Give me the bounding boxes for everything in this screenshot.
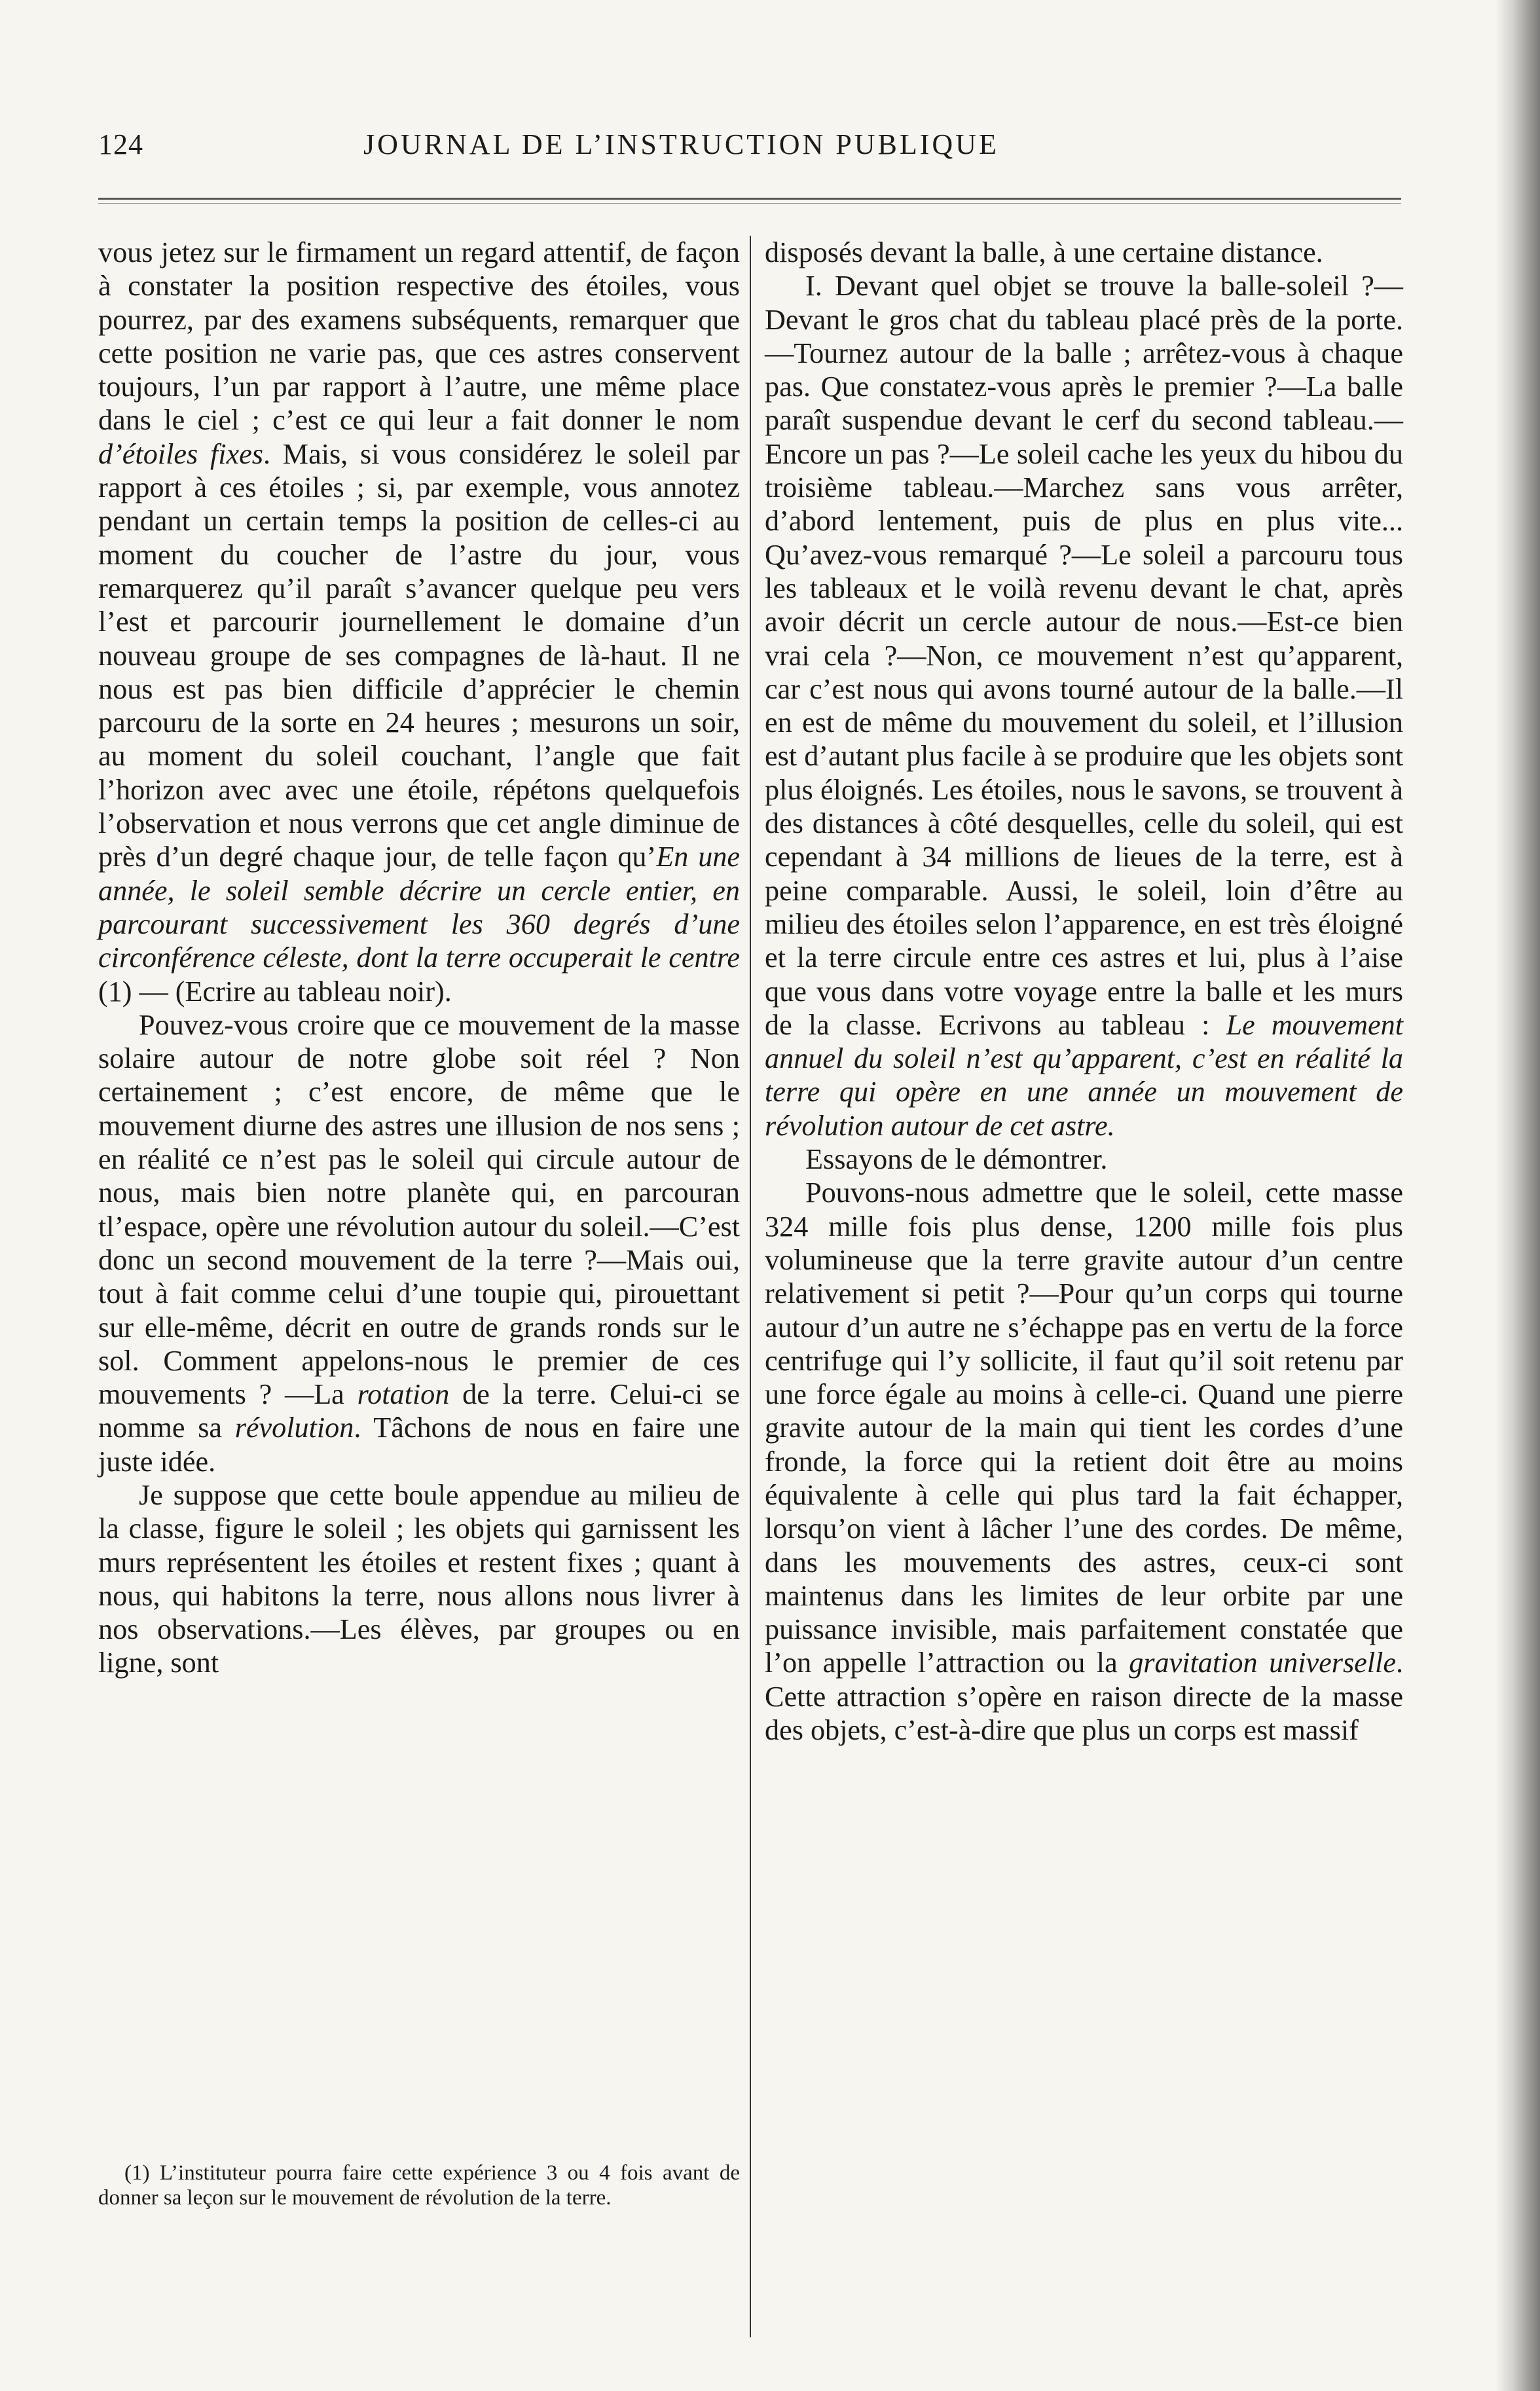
right-paragraph-3: Essayons de le démontrer. xyxy=(805,1143,1108,1176)
left-paragraph-2 xyxy=(98,1008,740,1478)
left-p1-text-c: (1) — (Ecrire au tableau noir). xyxy=(98,975,452,1008)
right-p4-text: Pouvons-nous admettre que le soleil, cette masse 324 mille fois plus dense, 1200 mille fois plus volumineuse que la terre gravite autour d’un centre relativement si petit ?—Pour qu’un corps qui tourne autour d’un autre ne s’échappe pas en vertu de la force centrifuge qui l’y sollicite, il faut qu’il soit retenu par une force égale au moins à celle-ci. Quand une pierre gravite autour de la main qui tient les cordes d’une fronde, la force qui la retient doit être au moins équivalente à celle qui plus tard la fait échapper, lorsqu’on vient à lâcher l’une des cordes. De même, dans les mouvements des astres, ceux-ci sont maintenus dans les limites de leur orbite par une puissance invisible, mais parfaitement constatée que l’on appelle l’attraction ou la xyxy=(765,1177,1403,1679)
right-column xyxy=(765,236,1403,2285)
left-column xyxy=(98,236,740,2108)
journal-title: JOURNAL DE L’INSTRUCTION PUBLIQUE xyxy=(363,128,999,160)
left-p2-italic-2: révolution xyxy=(234,1412,354,1444)
header-rule-thin xyxy=(98,203,1401,204)
left-p2-text-c: . Tâchons de nous en faire une juste idée. xyxy=(98,1412,740,1478)
left-paragraph-3: Je suppose que cette boule appendue au milieu de la classe, figure le soleil ; les objets qui garnissent les murs représentent les étoiles et restent fixes ; quant à nous, qui habitons la terre, nous allons nous livrer à nos observations.—Les élèves, par groupes ou en ligne, sont xyxy=(98,1478,740,1679)
page-number: 124 xyxy=(98,128,143,160)
left-p1-text: vous jetez sur le firmament un regard attentif, de façon à constater la position respective des étoiles, vous pourrez, par des examens subséquents, remarquer que cette position ne varie pas, que ces astres conservent toujours, l’un par rapport à l’autre, une même place dans le ciel ; c’est ce qui leur a fait donner le nom xyxy=(98,236,740,437)
column-divider xyxy=(750,236,751,2337)
right-paragraph-2 xyxy=(765,269,1403,1142)
header-rule xyxy=(98,198,1401,200)
page-header xyxy=(98,128,1408,173)
right-p4-text-b: . Cette attraction s’opère en raison directe de la masse des objets, c’est-à-dire que plus un corps est massif xyxy=(765,1647,1403,1747)
right-paragraph-1: disposés devant la balle, à une certaine distance. xyxy=(765,236,1323,268)
right-paragraph-4 xyxy=(765,1176,1403,1747)
left-p1-text-b: . Mais, si vous considérez le soleil par rapport à ces étoiles ; si, par exemple, vous annotez pendant un certain temps la position de celles-ci au moment du coucher de l’astre du jour, vous remarquerez qu’il paraît s’avancer quelque peu vers l’est et parcourir journellement le domaine d’un nouveau groupe de ses compagnes de là-haut. Il ne nous est pas bien difficile d’apprécier le chemin parcouru de la sorte en 24 heures ; mesurons un soir, au moment du soleil couchant, l’angle que fait l’horizon avec avec une étoile, répétons quelquefois l’observation et nous verrons que cet angle diminue de près d’un degré chaque jour, de telle façon qu’ xyxy=(98,437,740,873)
left-p1-italic-2: En une année, le soleil semble décrire un cercle entier, en parcourant successivement les 360 degrés d’une circonférence céleste, dont la terre occuperait le centre xyxy=(98,841,740,974)
right-p4-italic: gravitation universelle xyxy=(1129,1647,1396,1679)
footnote: (1) L’instituteur pourra faire cette expérience 3 ou 4 fois avant de donner sa leçon sur le mouvement de révolution de la terre. xyxy=(98,2161,740,2210)
left-p2-text: Pouvez-vous croire que ce mouvement de la masse solaire autour de notre globe soit réel ? Non certainement ; c’est encore, de même que le mouvement diurne des astres une illusion de nos sens ; en réalité ce n’est pas le soleil qui circule autour de nous, mais bien notre planète qui, en parcouran tl’espace, opère une révolution autour du soleil.—C’est donc un second mouvement de la terre ?—Mais oui, tout à fait comme celui d’une toupie qui, pirouettant sur elle-même, décrit en outre de grands ronds sur le sol. Comment appelons-nous le premier de ces mouvements ? —La xyxy=(98,1008,740,1411)
left-p1-italic: d’étoiles fixes xyxy=(98,437,263,470)
left-p2-text-b: de la terre. Celui-ci se nomme sa xyxy=(98,1378,741,1444)
scan-edge-shadow xyxy=(1495,0,1540,2391)
left-p2-italic: rotation xyxy=(357,1378,450,1411)
right-p2-text: I. Devant quel objet se trouve la balle-soleil ?—Devant le gros chat du tableau placé près de la porte.—Tournez autour de la balle ; arrêtez-vous à chaque pas. Que constatez-vous après le premier ?—La balle paraît suspendue devant le cerf du second tableau.—Encore un pas ?—Le soleil cache les yeux du hibou du troisième tableau.—Marchez sans vous arrêter, d’abord lentement, puis de plus en plus vite... Qu’avez-vous remarqué ?—Le soleil a parcouru tous les tableaux et le voilà revenu devant le chat, après avoir décrit un cercle autour de nous.—Est-ce bien vrai cela ?—Non, ce mouvement n’est qu’apparent, car c’est nous qui avons tourné autour de la balle.—Il en est de même du mouvement du soleil, et l’illusion est d’autant plus facile à se produire que les objets sont plus éloignés. Les étoiles, nous le savons, se trouvent à des distances à côté desquelles, celle du soleil, qui est cependant à 34 millions de lieues de la terre, est à peine comparable. Aussi, le soleil, loin d’être au milieu des étoiles selon l’apparence, en est très éloigné et la terre circule entre ces astres et lui, plus à l’aise que vous dans votre voyage entre la balle et les murs de la classe. Ecrivons au tableau : xyxy=(765,270,1403,1041)
right-p2-italic: Le mouvement annuel du soleil n’est qu’apparent, c’est en réalité la terre qui opère en une année un mouvement de révolution autour de cet astre. xyxy=(765,1008,1403,1142)
left-paragraph-1 xyxy=(98,236,740,1008)
